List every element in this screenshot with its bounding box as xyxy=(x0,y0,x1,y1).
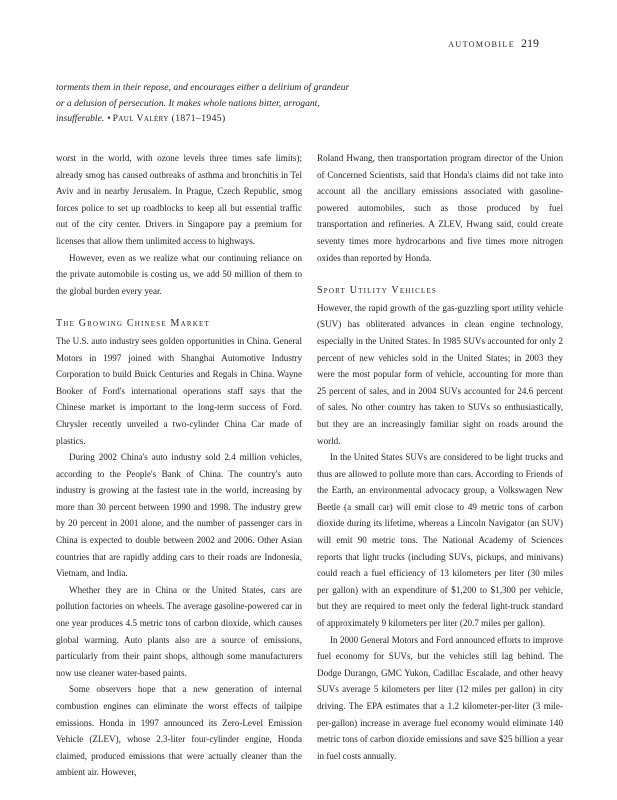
right-column xyxy=(317,150,563,764)
left-paragraph-6: Some observers hope that a new generation of internal combustion engines can eliminate the worst effects of tailpipe emissions. Honda in 1997 announced its Zero-Level Emission Vehicle (ZLEV), whose 2.3-liter four-cylinder engine, Honda claimed, produced emissions that were actually cleaner than the ambient air. However, xyxy=(56,684,302,778)
epigraph xyxy=(56,80,476,127)
epigraph-line-2: or a delusion of persecution. It makes whole nations bitter, arrogant, xyxy=(56,97,320,109)
running-head xyxy=(448,36,539,51)
left-paragraph-3: The U.S. auto industry sees golden opportunities in China. General Motors in 1997 joined with Shanghai Automotive Industry Corporation to build Buick Centuries and Regals in China. Wayne Booker of Ford's international operations staff says that the Chinese market is important to the long-term success of Ford. Chrysler recently unveiled a two-cylinder China Car made of plastics. xyxy=(56,335,302,446)
section-spacer xyxy=(317,266,563,283)
right-paragraph-3: In the United States SUVs are considered to be light trucks and thus are allowed to pollute more than cars. According to Friends of the Earth, an environmental advocacy group, a Volkswagen New Beetle (a small car) will emit close to 49 metric tons of carbon dioxide during its lifetime, whereas a Lincoln Navigator (an SUV) will emit 90 metric tons. The National Academy of Sciences reports that light trucks (including SUVs, pickups, and minivans) could reach a fuel efficiency of 13 kilometers per liter (30 miles per gallon) with an expenditure of $1,200 to $1,300 per vehicle, but they are required to meet only the federal light-truck standard of approximately 9 kilometers per liter (20.7 miles per gallon). xyxy=(317,452,563,629)
epigraph-line-1: torments them in their repose, and encourages either a delirium of grandeur xyxy=(56,82,350,93)
section-heading-chinese-market: The Growing Chinese Market xyxy=(56,318,210,330)
epigraph-line-3 xyxy=(56,111,476,127)
left-paragraph-1: worst in the world, with ozone levels three times safe limits); already smog has caused outbreaks of asthma and bronchitis in Tel Aviv and in nearby Jerusalem. In Prague, Czech Republic, smog forces police to set up roadblocks to keep all but essential traffic out of the city center. Drivers in Singapore pay a premium for licenses that allow them unlimited access to highways. xyxy=(56,153,302,246)
page-number: 219 xyxy=(521,36,539,50)
left-paragraph-4: During 2002 China's auto industry sold 2.4 million vehicles, according to the People's Bank of China. The country's auto industry is growing at the fastest rate in the world, increasing by more than 30 percent between 1990 and 1998. The industry grew by 20 percent in 2001 alone, and the number of passenger cars in China is expected to double between 2002 and 2006. Other Asian countries that are rapidly adding cars to their roads are Indonesia, Vietnam, and India. xyxy=(56,452,302,579)
right-paragraph-1: Roland Hwang, then transportation program director of the Union of Concerned Scientists, said that Honda's claims did not take into account all the ancillary emissions associated with gasoline-powered automobiles, such as those produced by fuel transportation and refineries. A ZLEV, Hwang said, could create seventy times more hydrocarbons and five times more nitrogen oxides than reported by Honda. xyxy=(317,153,563,263)
epigraph-line-3-text: insufferable. xyxy=(56,113,105,125)
section-spacer xyxy=(56,299,302,316)
epigraph-author: Paul Valéry (1871–1945) xyxy=(112,113,226,125)
running-head-section: automobile xyxy=(448,38,515,50)
left-column xyxy=(56,150,302,781)
right-paragraph-4: In 2000 General Motors and Ford announced efforts to improve fuel economy for SUVs, but the vehicles still lag behind. The Dodge Durango, GMC Yukon, Cadillac Escalade, and other heavy SUVs average 5 kilometers per liter (12 miles per gallon) in city driving. The EPA estimates that a 1.2 kilometer-per-liter (3 mile-per-gallon) increase in average fuel economy would eliminate 140 metric tons of carbon dioxide emissions and save $25 billion a year in fuel costs annually. xyxy=(317,634,563,761)
left-paragraph-5: Whether they are in China or the United States, cars are pollution factories on wheels. The average gasoline-powered car in one year produces 4.5 metric tons of carbon dioxide, which causes global warming. Auto plants also are a source of emissions, particularly from their paint shops, although some manufacturers now use cleaner water-based paints. xyxy=(56,584,302,678)
left-paragraph-2: However, even as we realize what our continuing reliance on the private automobile is costing us, we add 50 million of them to the global burden every year. xyxy=(56,252,302,296)
section-heading-suv: Sport Utility Vehicles xyxy=(317,285,438,297)
right-paragraph-2: However, the rapid growth of the gas-guzzling sport utility vehicle (SUV) has obliterated advances in clean engine technology, especially in the United States. In 1985 SUVs accounted for only 2 percent of new vehicles sold in the United States; in 2003 they were the most popular form of vehicle, accounting for more than 25 percent of sales, and in 2004 SUVs accounted for 24.6 percent of sales. No other country has taken to SUVs so enthusiastically, but they are an increasingly familiar sight on roads around the world. xyxy=(317,302,563,446)
bullet-icon: • xyxy=(107,113,111,125)
